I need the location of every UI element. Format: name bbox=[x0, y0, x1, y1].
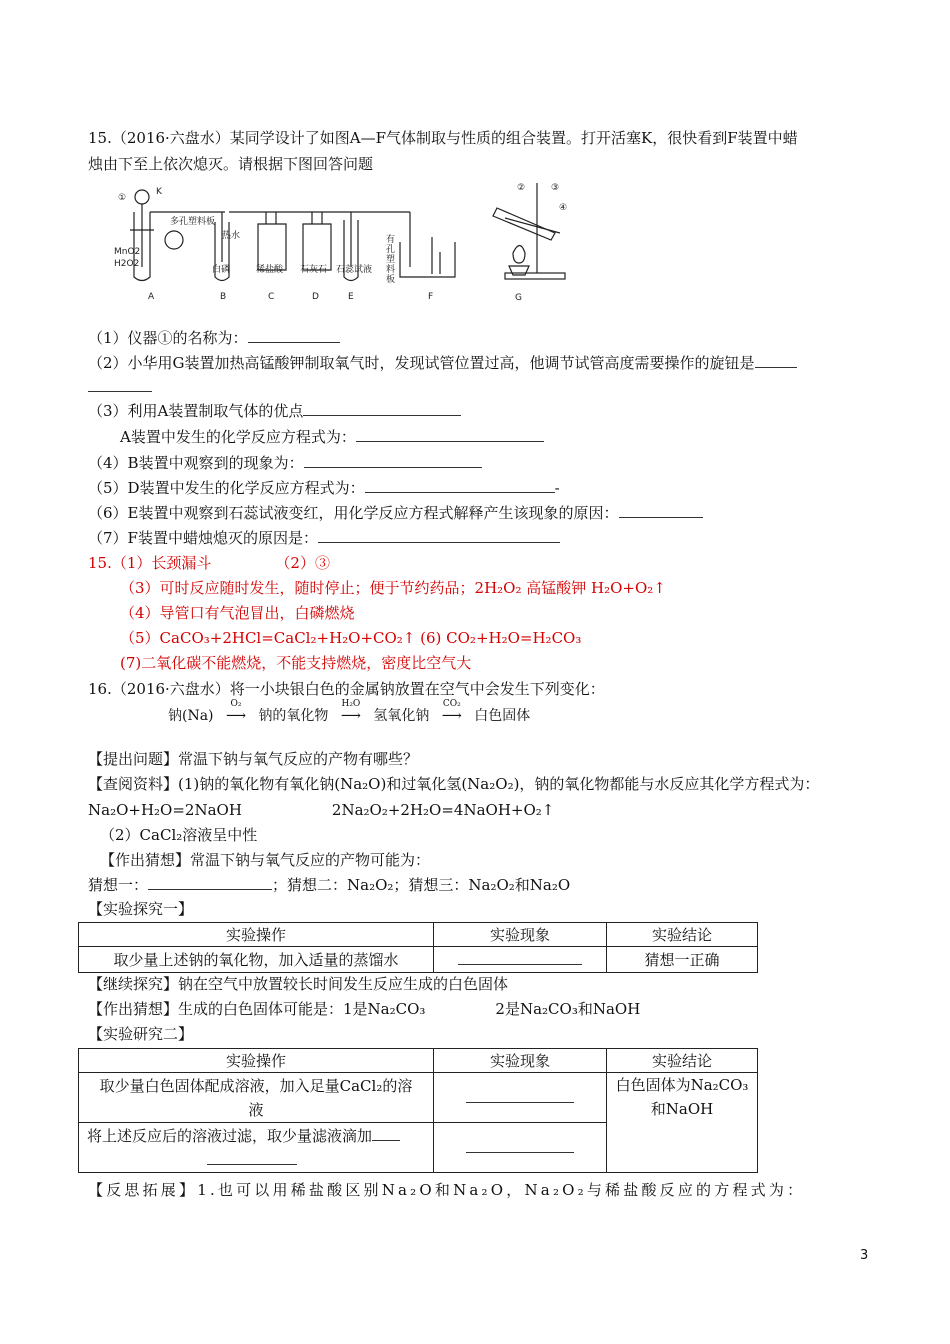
table2-conclusion: 白色固体为Na₂CO₃ 和NaOH bbox=[607, 1073, 758, 1173]
q15-sub2: （2）小华用G装置加热高锰酸钾制取氧气时，发现试管位置过高，他调节试管高度需要操作的旋钮是 bbox=[88, 353, 797, 373]
q16-info-equations: Na₂O+H₂O=2NaOH 2Na₂O₂+2H₂O=4NaOH+O₂↑ bbox=[88, 801, 555, 819]
svg-text:石蕊试液: 石蕊试液 bbox=[336, 265, 373, 275]
svg-text:E: E bbox=[348, 292, 354, 302]
table2-header-conclusion: 实验结论 bbox=[607, 1049, 758, 1073]
svg-text:石灰石: 石灰石 bbox=[300, 265, 328, 275]
q16-info2: （2）CaCl₂溶液呈中性 bbox=[100, 826, 258, 844]
q16-guesses: 猜想一： ；猜想二：Na₂O₂；猜想三：Na₂O₂和Na₂O bbox=[88, 876, 571, 894]
q16-exp2-title: 【实验研究二】 bbox=[88, 1025, 194, 1043]
answer-7: (7)二氧化碳不能燃烧，不能支持燃烧，密度比空气大 bbox=[120, 654, 472, 672]
label-circle1: ① bbox=[118, 193, 127, 203]
q15-stem-line1: 15.（2016·六盘水）某同学设计了如图A—F气体制取与性质的组合装置。打开活塞K，很快看到F装置中蜡 bbox=[88, 129, 798, 147]
q16-stem: 16.（2016·六盘水）将一小块银白色的金属钠放置在空气中会发生下列变化： bbox=[88, 680, 605, 698]
table2-row1-phenomenon bbox=[434, 1073, 607, 1123]
table2-row2-phenomenon bbox=[434, 1123, 607, 1173]
table2-header-operation: 实验操作 bbox=[79, 1049, 434, 1073]
svg-text:D: D bbox=[312, 292, 319, 302]
svg-text:稀盐酸: 稀盐酸 bbox=[256, 265, 284, 275]
svg-text:G: G bbox=[515, 293, 522, 303]
q16-question: 【提出问题】常温下钠与氧气反应的产物有哪些？ bbox=[88, 750, 419, 768]
q15-sub1: （1）仪器①的名称为： bbox=[88, 328, 340, 348]
svg-text:C: C bbox=[268, 292, 275, 302]
q15-stem-line2: 烛由下至上依次熄灭。请根据下图回答问题 bbox=[88, 155, 374, 173]
label-white-phosphorus: 白磷 bbox=[212, 265, 231, 275]
q15-sub3: （3）利用A装置制取气体的优点 bbox=[88, 401, 461, 421]
q16-exp1-title: 【实验探究一】 bbox=[88, 900, 194, 918]
experiment-table-2 bbox=[78, 1048, 758, 1173]
table2-row2-operation: 将上述反应后的溶液过滤，取少量滤液滴加 bbox=[79, 1123, 434, 1173]
svg-text:塑: 塑 bbox=[386, 255, 396, 265]
table2-row1-operation: 取少量白色固体配成溶液，加入足量CaCl₂的溶 液 bbox=[79, 1073, 434, 1123]
q16-reflect: 【反思拓展】1.也可以用稀盐酸区别Na₂O和Na₂O，Na₂O₂与稀盐酸反应的方程式为： bbox=[88, 1181, 806, 1199]
q15-sub6: （6）E装置中观察到石蕊试液变红，用化学反应方程式解释产生该现象的原因： bbox=[88, 503, 703, 523]
reaction-chain: 钠(Na) O₂ ⟶ 钠的氧化物 H₂O ⟶ 氢氧化钠 CO₂ ⟶ 白色固体 bbox=[168, 699, 531, 724]
answer-5-6: （5）CaCO₃+2HCl=CaCl₂+H₂O+CO₂↑ (6) CO₂+H₂O=H₂CO₃ bbox=[120, 629, 582, 647]
table2-header-phenomenon: 实验现象 bbox=[434, 1049, 607, 1073]
q16-guess2: 【作出猜想】生成的白色固体可能是：1是Na₂CO₃ 2是Na₂CO₃和NaOH bbox=[88, 1000, 641, 1018]
svg-text:F: F bbox=[428, 292, 434, 302]
svg-text:有: 有 bbox=[386, 235, 396, 245]
q15-sub7: （7）F装置中蜡烛熄灭的原因是： bbox=[88, 528, 560, 548]
q15-sub2-continuation bbox=[88, 377, 152, 397]
svg-text:MnO2: MnO2 bbox=[114, 247, 141, 257]
q16-info1: 【查阅资料】(1)钠的氧化物有氧化钠(Na₂O)和过氧化氢(Na₂O₂)，钠的氧化物都能与水反应其化学方程式为： bbox=[88, 775, 820, 793]
table1-header-operation: 实验操作 bbox=[79, 923, 434, 947]
svg-text:B: B bbox=[220, 292, 227, 302]
table1-phenomenon bbox=[434, 947, 607, 973]
table1-header-conclusion: 实验结论 bbox=[607, 923, 758, 947]
page-number: 3 bbox=[860, 1248, 869, 1263]
table1-conclusion: 猜想一正确 bbox=[607, 947, 758, 973]
svg-text:③: ③ bbox=[551, 183, 560, 193]
apparatus-figure-g bbox=[475, 178, 585, 306]
answer-1: 15.（1）长颈漏斗 （2）③ bbox=[88, 554, 330, 572]
answer-3: （3）可时反应随时发生，随时停止；便于节约药品；2H₂O₂ 高锰酸钾 H₂O+O₂↑ bbox=[120, 579, 666, 597]
q15-sub3b: A装置中发生的化学反应方程式为： bbox=[120, 427, 544, 447]
svg-text:孔: 孔 bbox=[386, 245, 396, 255]
answer-4: （4）导管口有气泡冒出，白磷燃烧 bbox=[120, 604, 355, 622]
experiment-table-1 bbox=[78, 922, 758, 973]
svg-text:④: ④ bbox=[559, 203, 568, 213]
svg-text:A: A bbox=[148, 292, 155, 302]
svg-text:料: 料 bbox=[386, 265, 396, 275]
q16-guess-title: 【作出猜想】常温下钠与氧气反应的产物可能为： bbox=[100, 851, 431, 869]
table1-header-phenomenon: 实验现象 bbox=[434, 923, 607, 947]
q15-sub4: （4）B装置中观察到的现象为： bbox=[88, 453, 482, 473]
svg-text:板: 板 bbox=[386, 275, 396, 285]
q16-continue: 【继续探究】钠在空气中放置较长时间发生反应生成的白色固体 bbox=[88, 975, 509, 993]
svg-text:H2O2: H2O2 bbox=[114, 259, 140, 269]
apparatus-figure-a-f bbox=[110, 182, 470, 307]
label-hot-water: 热水 bbox=[222, 231, 241, 241]
label-k: K bbox=[156, 187, 162, 197]
svg-text:②: ② bbox=[517, 183, 526, 193]
answer-2: （2）③ bbox=[275, 554, 330, 572]
label-porous-plate: 多孔塑料板 bbox=[170, 217, 216, 227]
q15-sub5: （5）D装置中发生的化学反应方程式为： - bbox=[88, 479, 560, 497]
table1-operation: 取少量上述钠的氧化物，加入适量的蒸馏水 bbox=[79, 947, 434, 973]
